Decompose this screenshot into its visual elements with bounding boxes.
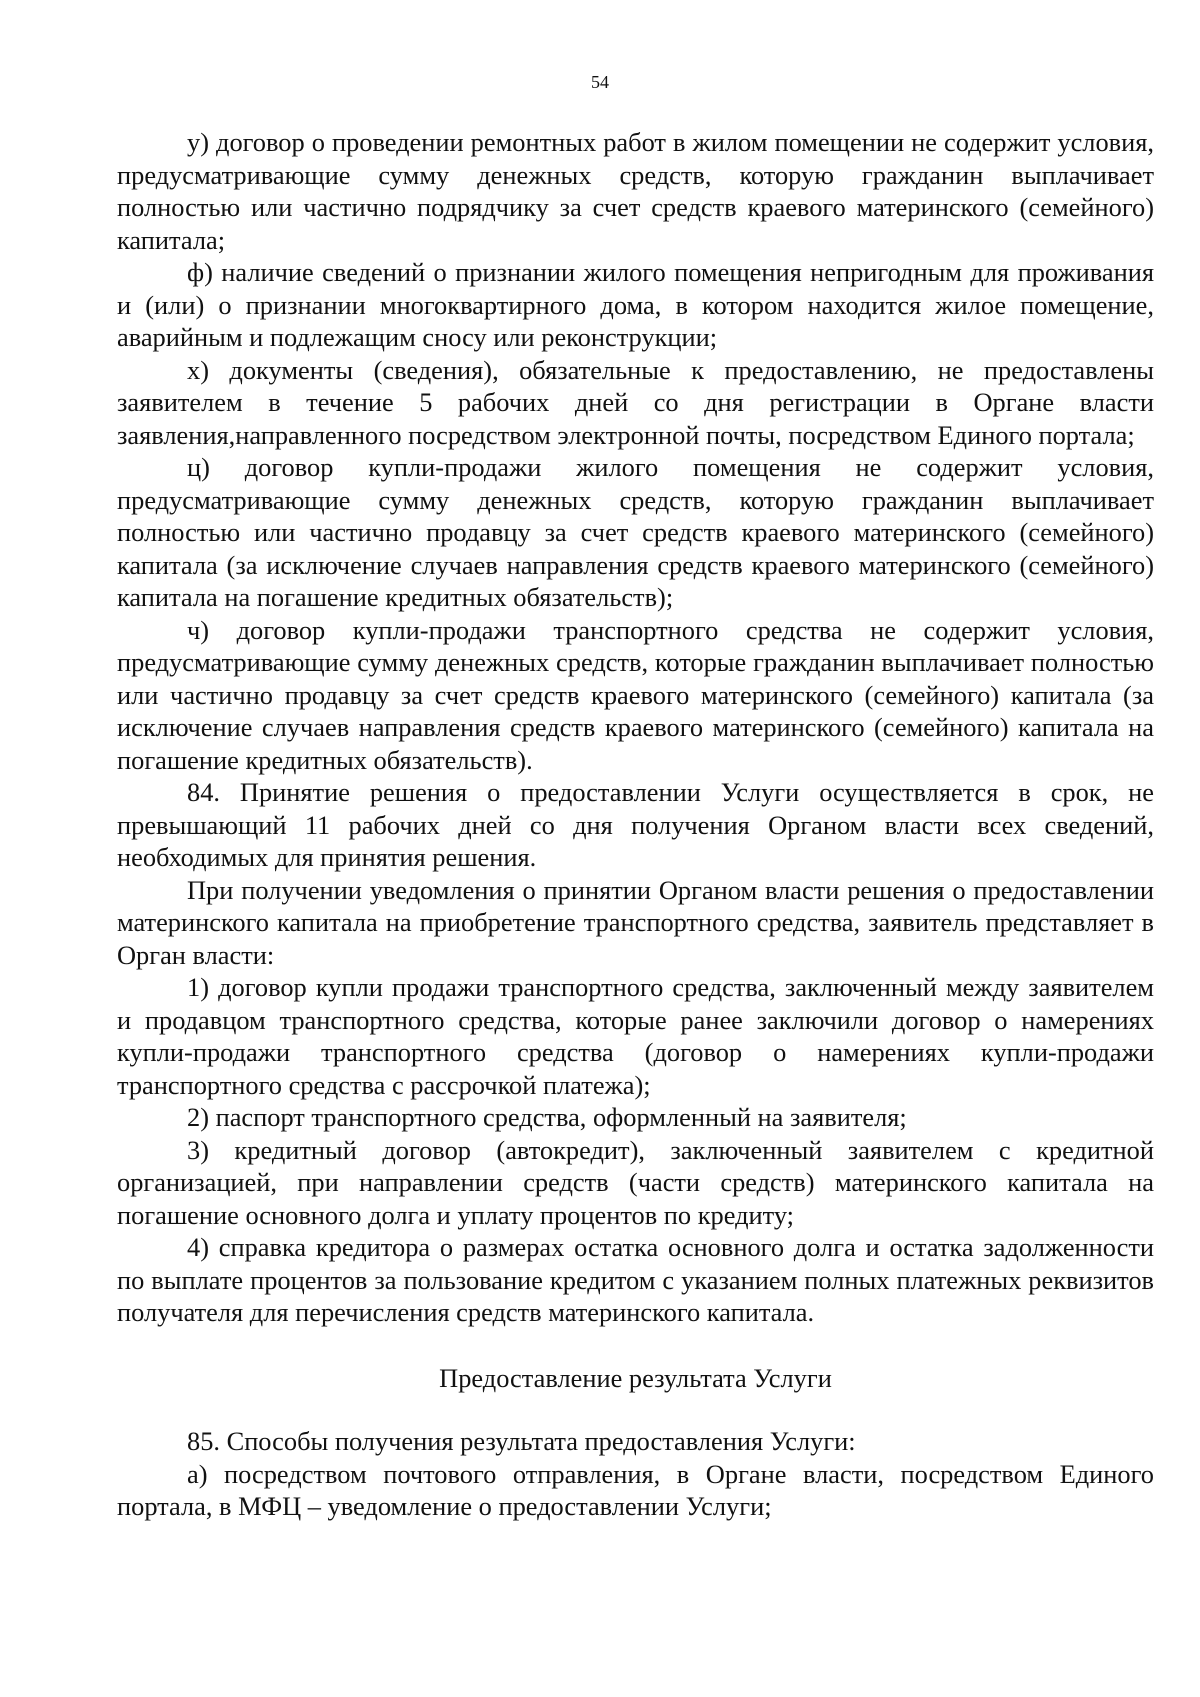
paragraph-item-3: 3) кредитный договор (автокредит), заключенный заявителем с кредитной организацией, при направлении средств (части средств) материнского капитала на погашение основного долга и уплату процентов по кредиту; — [117, 1134, 1154, 1230]
paragraph-ch: ч) договор купли-продажи транспортного средства не содержит условия, предусматривающие сумму денежных средств, которые гражданин выплачивает полностью или частично продавцу за счет средств краевого материнского (семейного) капитала (за исключение случаев направления средств краевого материнского (семейного) капитала на погашение кредитных обязательств). — [117, 614, 1154, 775]
paragraph-item-1: 1) договор купли продажи транспортного средства, заключенный между заявителем и продавцом транспортного средства, которые ранее заключили договор о намерениях купли-продажи транспортного средства (договор о намерениях купли-продажи транспортного средства с рассрочкой платежа); — [117, 972, 1154, 1100]
paragraph-notification: При получении уведомления о принятии Органом власти решения о предоставлении материнского капитала на приобретение транспортного средства, заявитель представляет в Орган власти: — [117, 874, 1154, 970]
paragraph-item-2: 2) паспорт транспортного средства, оформленный на заявителя; — [187, 1102, 907, 1132]
paragraph-85-a: а) посредством почтового отправления, в Органе власти, посредством Единого портала, в МФЦ – уведомление о предоставлении Услуги; — [117, 1458, 1154, 1521]
paragraph-84: 84. Принятие решения о предоставлении Услуги осуществляется в срок, не превышающий 11 рабочих дней со дня получения Органом власти всех сведений, необходимых для принятия решения. — [117, 777, 1154, 872]
section-heading: Предоставление результата Услуги — [439, 1362, 832, 1393]
document-body — [117, 126, 1154, 1523]
paragraph-ts: ц) договор купли-продажи жилого помещения не содержит условия, предусматривающие сумму денежных средств, которую гражданин выплачивает полностью или частично продавцу за счет средств краевого материнского (семейного) капитала (за исключение случаев направления средств краевого материнского (семейного) капитала на погашение кредитных обязательств); — [117, 452, 1154, 612]
paragraph-kh: х) документы (сведения), обязательные к предоставлению, не предоставлены заявителем в течение 5 рабочих дней со дня регистрации в Органе власти заявления,направленного посредством электронной почты, посредством Единого портала; — [117, 354, 1154, 450]
paragraph-item-4: 4) справка кредитора о размерах остатка основного долга и остатка задолженности по выплате процентов за пользование кредитом с указанием полных платежных реквизитов получателя для перечисления средств материнского капитала. — [117, 1232, 1154, 1327]
paragraph-u: у) договор о проведении ремонтных работ в жилом помещении не содержит условия, предусматривающие сумму денежных средств, которую гражданин выплачивает полностью или частично подрядчику за счет средств краевого материнского (семейного) капитала; — [117, 127, 1154, 255]
paragraph-85: 85. Способы получения результата предоставления Услуги: — [187, 1426, 856, 1456]
page-number: 54 — [591, 72, 609, 92]
paragraph-f: ф) наличие сведений о признании жилого помещения непригодным для проживания и (или) о признании многоквартирного дома, в котором находится жилое помещение, аварийным и подлежащим сносу или реконструкции; — [117, 257, 1154, 352]
